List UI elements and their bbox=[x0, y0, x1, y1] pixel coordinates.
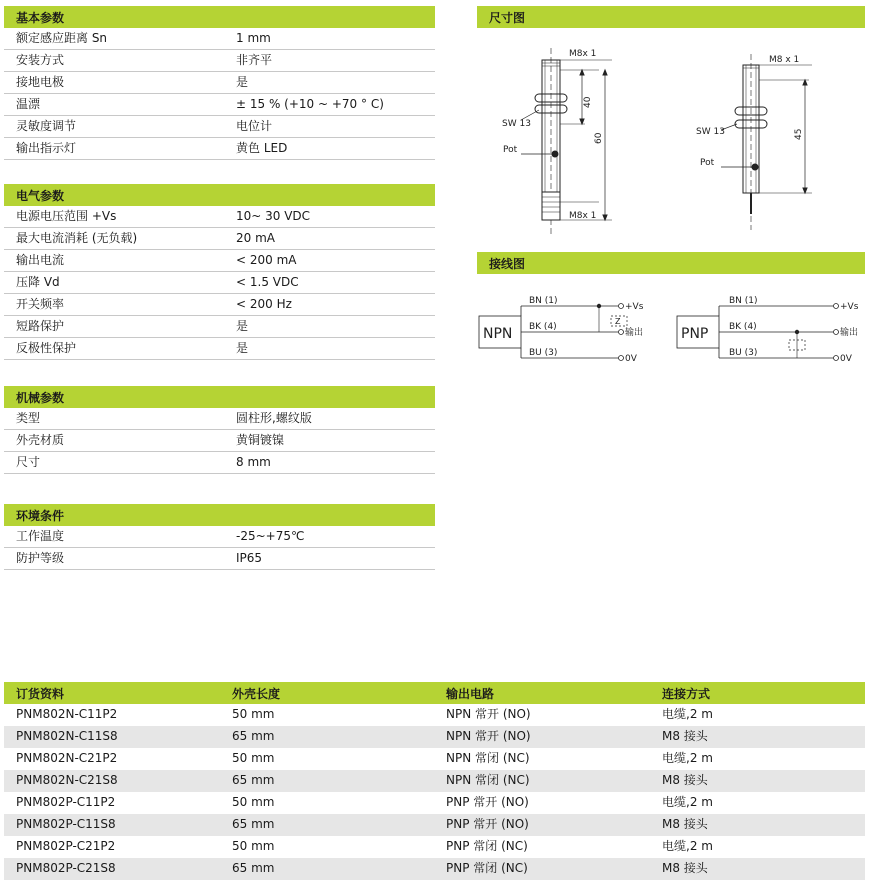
order-table bbox=[4, 682, 865, 880]
connection-type: M8 接头 bbox=[662, 817, 708, 831]
param-value: 圆柱形,螺纹版 bbox=[236, 411, 312, 425]
wiring-header: 接线图 bbox=[477, 252, 865, 274]
param-key: 安装方式 bbox=[16, 53, 65, 67]
connection-type: M8 接头 bbox=[662, 773, 708, 787]
pnp-label: PNP bbox=[681, 326, 709, 342]
param-key: 开关频率 bbox=[16, 297, 65, 311]
basic-params-section bbox=[4, 6, 435, 160]
output-label: 输出 bbox=[625, 328, 644, 338]
param-row bbox=[4, 452, 435, 474]
param-value: 8 mm bbox=[236, 455, 271, 469]
bu-wire-label: BU (3) bbox=[729, 348, 758, 358]
param-key: 防护等级 bbox=[16, 551, 65, 565]
param-value: 是 bbox=[236, 319, 249, 333]
param-value: 1 mm bbox=[236, 31, 271, 45]
param-value: 是 bbox=[236, 341, 249, 355]
mechanical-params-header: 机械参数 bbox=[4, 386, 435, 408]
order-code: PNM802N-C21S8 bbox=[16, 773, 118, 787]
bn-wire-label: BN (1) bbox=[729, 296, 758, 306]
dim-60-label: 60 bbox=[594, 132, 604, 144]
param-row bbox=[4, 138, 435, 160]
connection-type: M8 接头 bbox=[662, 729, 708, 743]
dimensions-section bbox=[477, 6, 865, 28]
environment-section bbox=[4, 504, 435, 570]
connection-type: 电缆,2 m bbox=[662, 751, 713, 765]
table-row bbox=[4, 726, 865, 748]
housing-length: 50 mm bbox=[232, 751, 275, 765]
connection-type: 电缆,2 m bbox=[662, 707, 713, 721]
param-row bbox=[4, 338, 435, 360]
param-key: 输出电流 bbox=[16, 253, 65, 267]
housing-length: 65 mm bbox=[232, 773, 275, 787]
zero-v-label: 0V bbox=[625, 354, 637, 364]
param-key: 外壳材质 bbox=[16, 433, 65, 447]
pot-label: Pot bbox=[503, 145, 518, 155]
table-row bbox=[4, 748, 865, 770]
npn-label: NPN bbox=[483, 326, 513, 342]
table-row bbox=[4, 704, 865, 726]
electrical-params-section bbox=[4, 184, 435, 360]
table-row bbox=[4, 858, 865, 880]
param-value: < 1.5 VDC bbox=[236, 275, 299, 289]
housing-length: 65 mm bbox=[232, 861, 275, 875]
column-header: 连接方式 bbox=[662, 687, 711, 701]
vs-label: +Vs bbox=[840, 302, 859, 312]
order-code: PNM802P-C11P2 bbox=[16, 795, 116, 809]
param-key: 灵敏度调节 bbox=[16, 119, 77, 133]
m8-label: M8x 1 bbox=[569, 49, 597, 59]
output-circuit: PNP 常开 (NO) bbox=[446, 795, 529, 809]
param-value: < 200 Hz bbox=[236, 297, 292, 311]
output-circuit: NPN 常开 (NO) bbox=[446, 707, 531, 721]
param-value: 黄色 LED bbox=[236, 141, 288, 155]
param-row bbox=[4, 94, 435, 116]
output-circuit: PNP 常闭 (NC) bbox=[446, 861, 528, 875]
param-row bbox=[4, 272, 435, 294]
dim-45-label: 45 bbox=[794, 128, 804, 140]
output-circuit: NPN 常开 (NO) bbox=[446, 729, 531, 743]
bk-wire-label: BK (4) bbox=[529, 322, 557, 332]
connection-type: M8 接头 bbox=[662, 861, 708, 875]
housing-length: 50 mm bbox=[232, 795, 275, 809]
param-row bbox=[4, 28, 435, 50]
param-value: ± 15 % (+10 ~ +70 ° C) bbox=[236, 97, 384, 111]
table-row bbox=[4, 814, 865, 836]
param-row bbox=[4, 116, 435, 138]
param-key: 额定感应距离 Sn bbox=[16, 31, 108, 45]
order-code: PNM802P-C11S8 bbox=[16, 817, 116, 831]
order-code: PNM802P-C21P2 bbox=[16, 839, 116, 853]
output-circuit: PNP 常开 (NO) bbox=[446, 817, 529, 831]
bk-wire-label: BK (4) bbox=[729, 322, 757, 332]
order-code: PNM802P-C21S8 bbox=[16, 861, 116, 875]
param-row bbox=[4, 50, 435, 72]
dimension-drawing bbox=[477, 40, 865, 240]
column-header: 外壳长度 bbox=[232, 687, 281, 701]
column-header: 输出电路 bbox=[446, 687, 495, 701]
column-header: 订货资料 bbox=[16, 687, 65, 701]
param-key: 输出指示灯 bbox=[16, 141, 77, 155]
param-key: 接地电极 bbox=[16, 75, 65, 89]
param-key: 工作温度 bbox=[16, 529, 65, 543]
table-row bbox=[4, 836, 865, 858]
dimensions-header: 尺寸图 bbox=[477, 6, 865, 28]
param-row bbox=[4, 548, 435, 570]
mechanical-params-section bbox=[4, 386, 435, 474]
environment-header: 环境条件 bbox=[4, 504, 435, 526]
param-key: 尺寸 bbox=[16, 455, 41, 469]
param-value: -25~+75℃ bbox=[236, 529, 305, 543]
param-value: 电位计 bbox=[236, 119, 273, 133]
order-code: PNM802N-C11S8 bbox=[16, 729, 118, 743]
output-label: 输出 bbox=[840, 328, 859, 338]
m8-label: M8x 1 bbox=[569, 211, 597, 221]
order-table-header bbox=[4, 682, 865, 704]
param-row bbox=[4, 72, 435, 94]
table-row bbox=[4, 770, 865, 792]
param-row bbox=[4, 316, 435, 338]
param-row bbox=[4, 430, 435, 452]
electrical-params-header: 电气参数 bbox=[4, 184, 435, 206]
output-circuit: NPN 常闭 (NC) bbox=[446, 773, 530, 787]
basic-params-header: 基本参数 bbox=[4, 6, 435, 28]
dim-40-label: 40 bbox=[583, 96, 593, 108]
param-key: 反极性保护 bbox=[16, 341, 77, 355]
bu-wire-label: BU (3) bbox=[529, 348, 558, 358]
zero-v-label: 0V bbox=[840, 354, 852, 364]
param-row bbox=[4, 228, 435, 250]
bn-wire-label: BN (1) bbox=[529, 296, 558, 306]
load-label: Z bbox=[615, 317, 621, 326]
param-key: 类型 bbox=[16, 411, 41, 425]
output-circuit: PNP 常闭 (NC) bbox=[446, 839, 528, 853]
param-row bbox=[4, 206, 435, 228]
table-row bbox=[4, 792, 865, 814]
param-value: < 200 mA bbox=[236, 253, 297, 267]
m8-label: M8 x 1 bbox=[769, 55, 800, 65]
param-value: 非齐平 bbox=[236, 53, 273, 67]
param-row bbox=[4, 408, 435, 430]
param-key: 电源电压范围 +Vs bbox=[16, 209, 117, 223]
param-value: 20 mA bbox=[236, 231, 275, 245]
param-row bbox=[4, 250, 435, 272]
sw-label: SW 13 bbox=[696, 127, 725, 137]
connection-type: 电缆,2 m bbox=[662, 795, 713, 809]
connection-type: 电缆,2 m bbox=[662, 839, 713, 853]
param-value: IP65 bbox=[236, 551, 263, 565]
housing-length: 50 mm bbox=[232, 839, 275, 853]
param-key: 最大电流消耗 (无负载) bbox=[16, 231, 138, 245]
param-value: 10~ 30 VDC bbox=[236, 209, 311, 223]
param-key: 短路保护 bbox=[16, 319, 65, 333]
pot-label: Pot bbox=[700, 158, 715, 168]
param-row bbox=[4, 294, 435, 316]
sw-label: SW 13 bbox=[502, 119, 531, 129]
housing-length: 65 mm bbox=[232, 729, 275, 743]
order-code: PNM802N-C11P2 bbox=[16, 707, 118, 721]
param-key: 温漂 bbox=[16, 97, 41, 111]
param-key: 压降 Vd bbox=[16, 275, 60, 289]
order-code: PNM802N-C21P2 bbox=[16, 751, 118, 765]
wiring-diagram bbox=[477, 288, 872, 378]
param-value: 黄铜镀镍 bbox=[236, 433, 285, 447]
housing-length: 50 mm bbox=[232, 707, 275, 721]
param-value: 是 bbox=[236, 75, 249, 89]
wiring-section bbox=[477, 252, 865, 274]
vs-label: +Vs bbox=[625, 302, 644, 312]
output-circuit: NPN 常闭 (NC) bbox=[446, 751, 530, 765]
param-row bbox=[4, 526, 435, 548]
housing-length: 65 mm bbox=[232, 817, 275, 831]
